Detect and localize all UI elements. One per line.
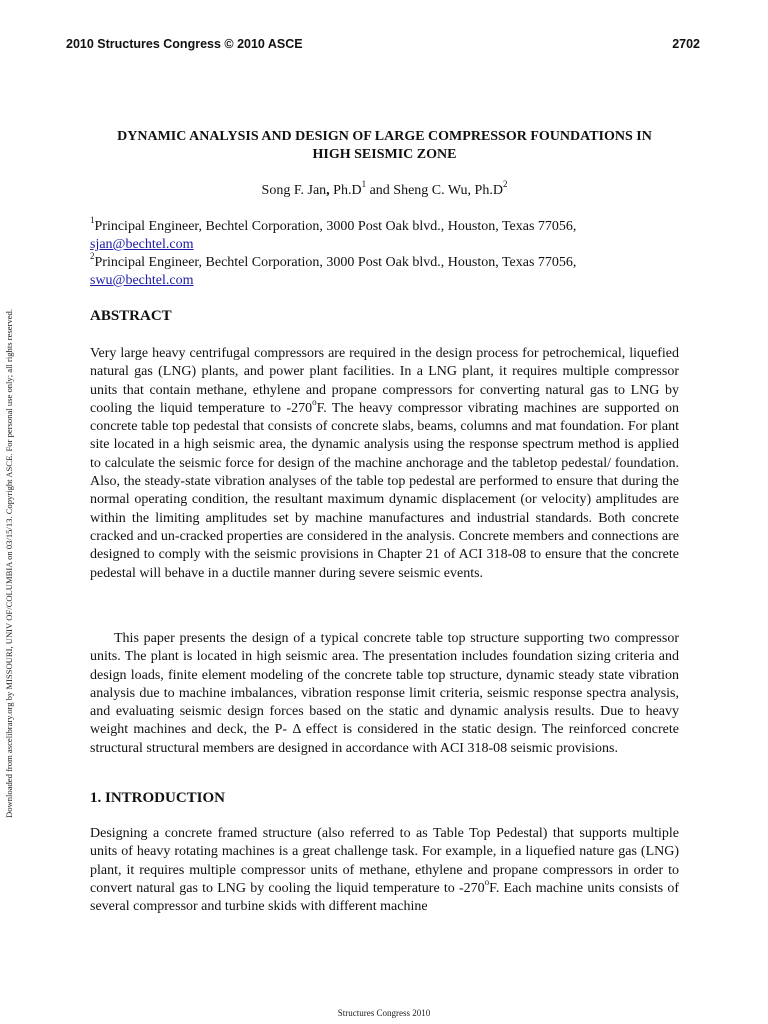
paper-title <box>90 128 679 164</box>
download-notice: Downloaded from ascelibrary.org by MISSOURI, UNIV OF/COLUMBIA on 03/15/13. Copyright ASCE. For personal use only; all rights reserved. <box>4 309 14 818</box>
introduction-heading: 1. INTRODUCTION <box>90 790 226 806</box>
abstract-p1-start: Very large heavy centrifugal compressors are required in the design process for petrochemical, liquefied natural gas (LNG) plants, and power plant facilities. In a LNG plant, it requires multiple compressor units that contain methane, ethylene and propane compressors for converting natural gas to LNG by cooling the liquid temperature to -270 <box>90 346 679 416</box>
title-line-2: HIGH SEISMIC ZONE <box>312 147 457 162</box>
page-header <box>66 37 700 53</box>
introduction-paragraph-1 <box>90 825 679 916</box>
conference-header: 2010 Structures Congress © 2010 ASCE <box>66 37 303 51</box>
email-link-sjan[interactable]: sjan@bechtel.com <box>90 237 194 252</box>
abstract-paragraph-1 <box>90 345 679 583</box>
degree-sup: o <box>312 397 317 408</box>
intro-p1-start: Designing a concrete framed structure (also referred to as Table Top Pedestal) that supports multiple units of heavy rotating machines is a great challenge task. For example, in a liquefied nature gas (LNG) plant, it requires multiple compressor units of methane, ethylene and propane compressors in order to convert natural gas to LNG by cooling the liquid temperature to -270 <box>90 826 679 896</box>
intro-degree-sup: o <box>484 877 490 888</box>
affiliation-2 <box>90 251 679 290</box>
author-1-name: Song F. Jan <box>261 183 327 198</box>
page-number: 2702 <box>672 37 700 51</box>
author-line: Song F. Jan, $Ph.D^1$ and Sheng C. Wu, $Ph.D^2$ <box>261 179 508 198</box>
affiliation-1-text: Principal Engineer, Bechtel Corporation, 3000 Post Oak blvd., Houston, Texas 77056, <box>94 219 577 234</box>
author-1-degree: Ph.D <box>329 183 362 198</box>
author-2: and Sheng C. Wu, Ph.D <box>366 183 503 198</box>
author-1-sup: 1 <box>361 179 367 190</box>
affiliation-2-text: Principal Engineer, Bechtel Corporation, 3000 Post Oak blvd., Houston, Texas 77056, <box>94 255 577 270</box>
abstract-p1-end: F. The heavy compressor vibrating machines are supported on concrete table top pedestal that consists of concrete slabs, beams, columns and mat foundation. For plant site located in a high seismic area, the dynamic analysis using the response spectrum method is applied to calculate the seismic force for design of the machine anchorage and the tabletop pedestal/ foundation. Also, the steady-state vibration analyses of the table top pedestal are performed to ensure that during the normal operating condition, the resultant maximum dynamic displacement (or velocity) amplitudes are within the limiting amplitudes set by machine manufactures and industrial standards. Both concrete cracked and un-cracked properties are considered in the analysis. Concrete members and connections are designed to comply with the seismic provisions in Chapter 21 of ACI 318-08 to ensure that the concrete pedestal will behave in a ductile manner during severe seismic events. <box>90 400 679 581</box>
author-2-sup: 2 <box>502 179 508 190</box>
affiliation-2-sup: 2 <box>90 251 95 262</box>
email-link-swu[interactable]: swu@bechtel.com <box>90 273 194 288</box>
intro-p1-end: F. Each machine units consists of several compressor and turbine skids with different machine <box>90 880 679 915</box>
page-footer: Structures Congress 2010 <box>337 1008 431 1018</box>
affiliation-1 <box>90 215 679 254</box>
title-line-1: DYNAMIC ANALYSIS AND DESIGN OF LARGE COMPRESSOR FOUNDATIONS IN <box>117 129 652 144</box>
abstract-paragraph-2: This paper presents the design of a typical concrete table top structure supporting two compressor units. The plant is located in high seismic area. The presentation includes foundation sizing criteria and design loads, finite element modeling of the concrete table top structure, dynamic steady state vibration analysis due to machine imbalances, vibration response limit criteria, seismic response spectra analysis, and evaluating seismic design forces based on the static and dynamic analysis results. Due to heavy weight machines and deck, the P- Δ effect is considered in the static design. The reinforced concrete structural structural members are designed in accordance with ACI 318-08 seismic provisions. <box>90 631 679 756</box>
abstract-heading: ABSTRACT <box>90 308 172 324</box>
affiliation-1-sup: 1 <box>90 215 95 226</box>
